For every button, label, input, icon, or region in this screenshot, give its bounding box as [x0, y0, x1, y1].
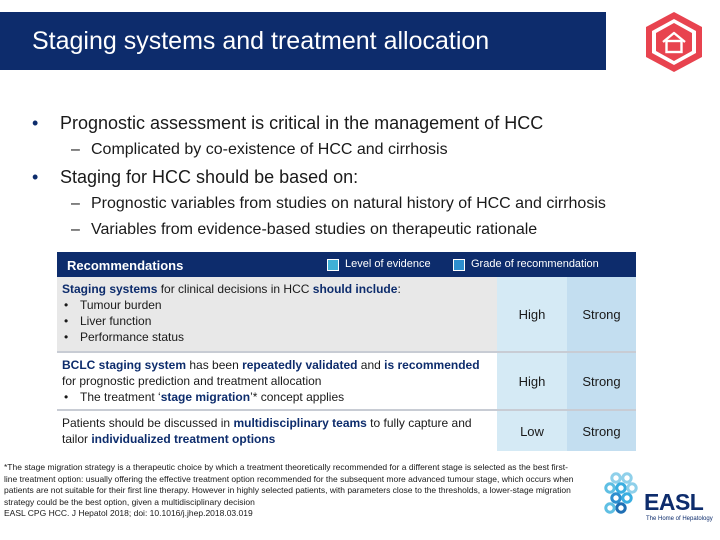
- grade-cell: Strong: [567, 353, 636, 409]
- grade-cell: Strong: [567, 411, 636, 451]
- highlight-text: should include: [312, 282, 398, 296]
- bullet-dot-icon: •: [32, 167, 39, 187]
- list-item: • Liver function: [64, 314, 152, 328]
- list-item: • Performance status: [64, 330, 185, 344]
- footnote-text: *The stage migration strategy is a therapeutic choice by which a treatment theoretically recommended for a different stage is selected as the best first-line treatment option: usually offering the effective treatment option recommended for the subsequent more advanced tumour stage, which occurs when patients are not suitable for their first line therapy. However in highly selected patients, with parameters close to the thresholds, a lower-stage migration strategy could be the best option, given a multidisciplinary decision: [4, 462, 574, 507]
- grade-cell: Strong: [567, 277, 636, 351]
- list-item: • The treatment ‘stage migration’* concept applies: [64, 390, 345, 404]
- slide-header: [0, 0, 720, 82]
- table-row: [57, 277, 636, 351]
- table-header: [57, 252, 636, 277]
- citation: EASL CPG HCC. J Hepatol 2018; doi: 10.1016/j.jhep.2018.03.019: [4, 508, 253, 519]
- bullet-1: [32, 113, 544, 134]
- bullet-2-text: Staging for HCC should be based on:: [60, 167, 359, 187]
- sub-bullet-1-1: – Complicated by co-existence of HCC and cirrhosis: [71, 141, 448, 158]
- home-icon[interactable]: [644, 10, 704, 74]
- bullet-dot-icon: •: [32, 113, 39, 133]
- level-of-evidence-swatch: [327, 259, 339, 271]
- recommendation-cell: BCLC staging system has been repeatedly validated and is recommended for prognostic prediction and treatment allocation • The treatment ‘stage migration’* concept applies: [57, 353, 497, 409]
- highlight-text: Staging systems: [62, 282, 158, 296]
- sub-bullet-1-1-text: Complicated by co-existence of HCC and cirrhosis: [91, 141, 448, 158]
- highlight-text: is recommended: [384, 358, 480, 372]
- highlight-text: multidisciplinary teams: [233, 416, 367, 430]
- recommendation-cell: Staging systems for clinical decisions in HCC should include: • Tumour burden • Liver function • Performance status: [57, 277, 497, 351]
- highlight-text: individualized treatment options: [91, 432, 276, 446]
- highlight-text: stage migration: [160, 390, 251, 404]
- table-row: [57, 411, 636, 451]
- level-of-evidence-cell: High: [497, 277, 567, 351]
- highlight-text: repeatedly validated: [242, 358, 358, 372]
- header-recommendations: Recommendations: [67, 258, 184, 273]
- sub-bullet-2-2: – Variables from evidence-based studies on therapeutic rationale: [71, 221, 538, 238]
- footnote: [4, 462, 579, 520]
- bullet-2: [32, 167, 359, 188]
- easl-logo-text: EASL: [644, 489, 704, 515]
- sub-bullet-2-1: – Prognostic variables from studies on natural history of HCC and cirrhosis: [71, 195, 606, 212]
- sub-bullet-2-1-text: Prognostic variables from studies on natural history of HCC and cirrhosis: [91, 195, 606, 212]
- recommendation-cell: Patients should be discussed in multidisciplinary teams to fully capture and tailor individualized treatment options: [57, 411, 497, 451]
- level-of-evidence-cell: High: [497, 353, 567, 409]
- grade-swatch: [453, 259, 465, 271]
- table-row: [57, 353, 636, 409]
- bullet-1-text: Prognostic assessment is critical in the management of HCC: [60, 113, 544, 133]
- easl-tagline: The Home of Hepatology: [646, 516, 713, 522]
- level-of-evidence-cell: Low: [497, 411, 567, 451]
- sub-bullet-2-2-text: Variables from evidence-based studies on therapeutic rationale: [91, 221, 538, 238]
- list-item: • Tumour burden: [64, 298, 162, 312]
- slide-title: Staging systems and treatment allocation: [32, 27, 490, 55]
- highlight-text: BCLC staging system: [62, 358, 187, 372]
- header-level-of-evidence: Level of evidence: [345, 258, 431, 270]
- header-grade-of-recommendation: Grade of recommendation: [471, 258, 599, 270]
